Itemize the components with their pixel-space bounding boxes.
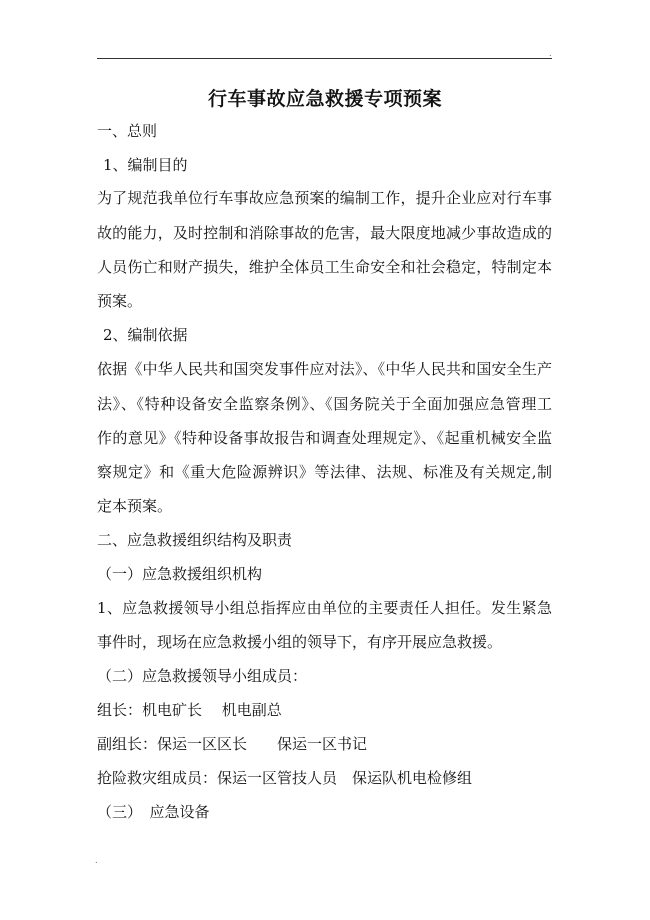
subsection-heading-basis: 2、编制依据 <box>103 326 188 344</box>
paragraph-line: 故的能力，及时控制和消除事故的危害，最大限度地减少事故造成的 <box>97 224 552 242</box>
member-line-rescue: 抢险救灾组成员：保运一区管技人员 保运队机电检修组 <box>97 769 473 787</box>
subsection-heading-equipment: （三） 应急设备 <box>97 803 210 821</box>
paragraph-line: 事件时，现场在应急救援小组的领导下，有序开展应急救援。 <box>97 633 503 651</box>
section-heading-general: 一、总则 <box>97 122 158 140</box>
paragraph-line: 法》、《特种设备安全监察条例》、《国务院关于全面加强应急管理工 <box>97 395 552 413</box>
paragraph-line: 察规定》和《重大危险源辨识》等法律、法规、标准及有关规定,制 <box>97 463 552 481</box>
subsection-heading-structure: （一）应急救援组织机构 <box>97 565 263 583</box>
paragraph-line: 为了规范我单位行车事故应急预案的编制工作，提升企业应对行车事 <box>97 189 552 207</box>
subsection-heading-purpose: 1、编制目的 <box>103 156 188 174</box>
section-heading-organization: 二、应急救援组织结构及职责 <box>97 531 293 549</box>
paragraph-line: 定本预案。 <box>97 497 173 515</box>
header-mark: . <box>549 49 552 58</box>
paragraph-line: 人员伤亡和财产损失，维护全体员工生命安全和社会稳定，特制定本 <box>97 258 552 276</box>
paragraph-line: 预案。 <box>97 292 143 310</box>
document-title: 行车事故应急救援专项预案 <box>207 88 442 110</box>
paragraph-line: 作的意见》《特种设备事故报告和调查处理规定》、《起重机械安全监 <box>97 429 552 447</box>
paragraph-line: 依据《中华人民共和国突发事件应对法》、《中华人民共和国安全生产 <box>97 360 552 378</box>
member-line-deputy: 副组长：保运一区区长 保运一区书记 <box>97 735 368 753</box>
member-line-leader: 组长：机电矿长 机电副总 <box>97 701 282 719</box>
footer-mark: . <box>95 856 98 865</box>
subsection-heading-members: （二）应急救援领导小组成员： <box>97 667 308 685</box>
paragraph-line: 1、应急救援领导小组总指挥应由单位的主要责任人担任。发生紧急 <box>97 599 552 617</box>
header-rule <box>97 58 552 59</box>
